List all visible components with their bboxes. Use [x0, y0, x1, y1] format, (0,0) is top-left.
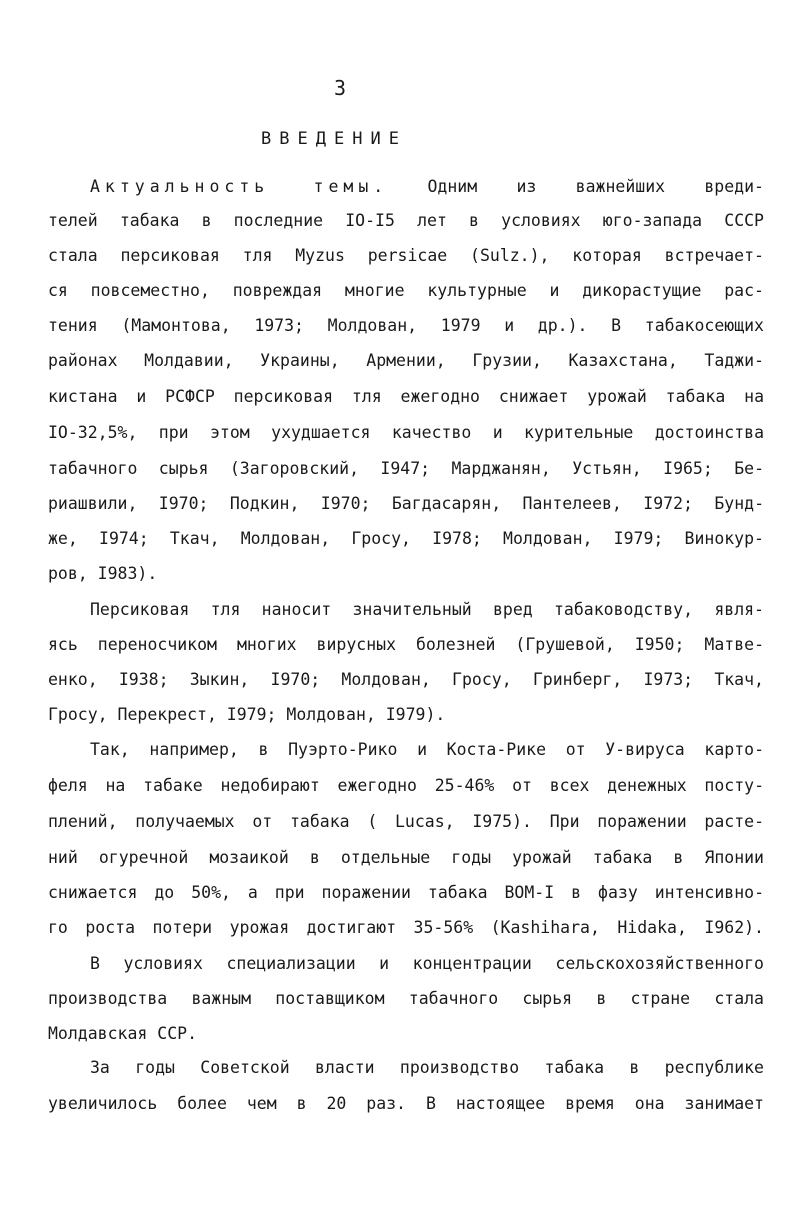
text-line: снижается до 50%, а при поражении табака ВОМ-I в фазу интенсивно- — [48, 883, 764, 902]
text-line: Молдавская ССР. — [48, 1024, 198, 1043]
text-line: производства важным поставщиком табачного сырья в стране стала — [48, 989, 764, 1008]
lead-phrase: Актуальность темы. — [90, 177, 389, 196]
page-number: 3 — [333, 76, 347, 100]
text-line: ясь переносчиком многих вирусных болезней (Грушевой, I950; Матве- — [48, 635, 764, 654]
text-line: тения (Мамонтова, 1973; Молдован, 1979 и др.). В табакосеющих — [48, 316, 764, 335]
text-line: районах Молдавии, Украины, Армении, Грузии, Казахстана, Таджи- — [48, 351, 764, 370]
text-line: Гросу, Перекрест, I979; Молдован, I979). — [48, 705, 446, 724]
text-line: феля на табаке недобирают ежегодно 25-46% от всех денежных посту- — [48, 776, 764, 795]
text-line: ний огуречной мозаикой в отдельные годы урожай табака в Японии — [48, 848, 764, 867]
text-line: увеличилось более чем в 20 раз. В настоящее время она занимает — [48, 1094, 764, 1113]
text-line: ров, I983). — [48, 564, 158, 583]
text-line: риашвили, I970; Подкин, I970; Багдасарян, Пантелеев, I972; Бунд- — [48, 494, 764, 513]
text-line: плений, получаемых от табака ( Lucas, I975). При поражении расте- — [48, 812, 764, 831]
text-line: табачного сырья (Загоровский, I947; Марджанян, Устьян, I965; Бе- — [48, 459, 764, 478]
text-line: телей табака в последние IO-I5 лет в условиях юго-запада СССР — [48, 211, 764, 230]
text-line: кистана и РСФСР персиковая тля ежегодно снижает урожай табака на — [48, 387, 764, 406]
section-heading: ВВЕДЕНИЕ — [261, 129, 407, 149]
text-line: стала персиковая тля Myzus persicae (Sulz.), которая встречает- — [48, 246, 764, 265]
text-line: го роста потери урожая достигают 35-56% (Kashihara, Hidaka, I962). — [48, 918, 764, 937]
text-line: IO-32,5%, при этом ухудшается качество и курительные достоинства — [48, 423, 764, 442]
text-line: ся повсеместно, повреждая многие культурные и дикорастущие рас- — [48, 281, 764, 300]
text-line: За годы Советской власти производство табака в республике — [90, 1058, 764, 1077]
text-line: Актуальность темы. Одним из важнейших вреди- — [90, 177, 764, 196]
text-line: Так, например, в Пуэрто-Рико и Коста-Рике от У-вируса карто- — [90, 740, 764, 759]
text-line: В условиях специализации и концентрации сельскохозяйственного — [90, 954, 764, 973]
text-line: Персиковая тля наносит значительный вред табаководству, явля- — [90, 600, 764, 619]
text-line: же, I974; Ткач, Молдован, Гросу, I978; Молдован, I979; Винокур- — [48, 529, 764, 548]
text-line: енко, I938; Зыкин, I970; Молдован, Гросу, Гринберг, I973; Ткач, — [48, 670, 764, 689]
